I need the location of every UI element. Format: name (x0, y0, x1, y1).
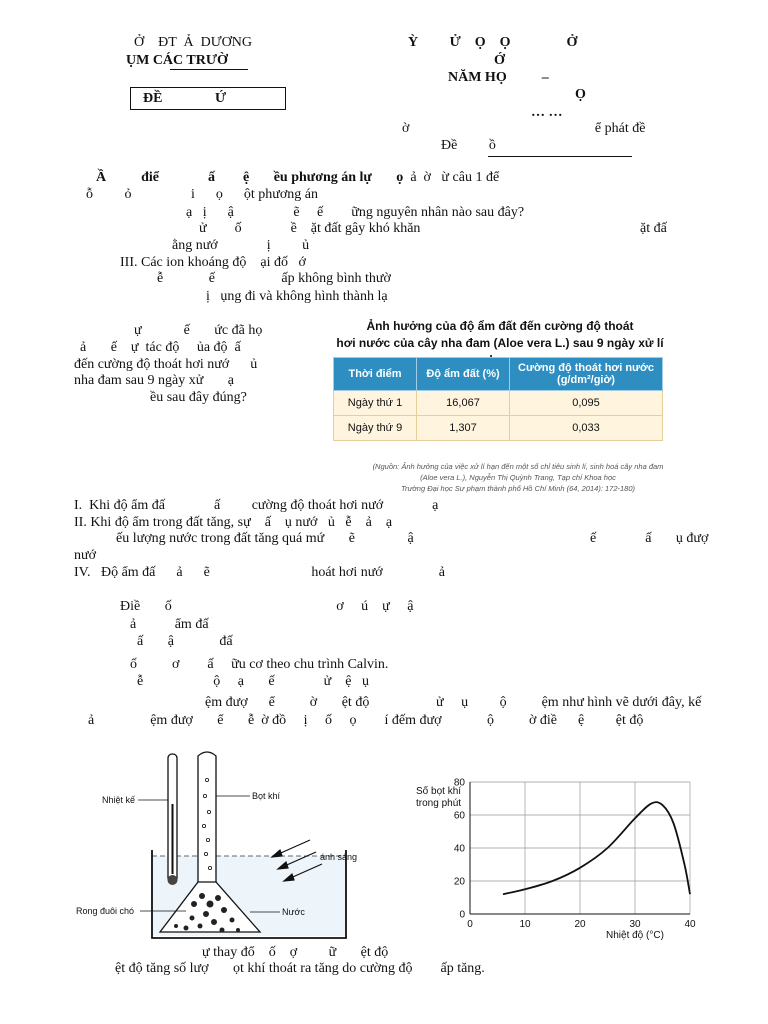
table-row (334, 416, 663, 441)
chart-y-tick-label: 80 (453, 777, 465, 789)
table-source-line3: Trường Đại học Sư phạm thành phố Hồ Chí Minh (64, 2014): 172-180) (400, 484, 636, 493)
q2-line5: ều sau đây đúng? (150, 390, 247, 405)
q1-statement-3: III. Các ion khoáng độ ại đố ớ (120, 255, 306, 270)
header-left-line1: Ở ĐT Ả DƯƠNG (134, 35, 252, 50)
chart-ylabel-line1: Số bọt khí (416, 786, 462, 797)
bubble-label: Bọt khí (252, 791, 281, 801)
humidity-transpiration-table (333, 357, 663, 441)
q3-line4: ố ơ ấ ữu cơ theo chu trình Calvin. (130, 657, 389, 672)
table-caption-line2: hơi nước của cây nha đam (Aloe vera L.) sau 9 ngày xử lí (336, 336, 664, 350)
water-label: Nước (282, 907, 305, 917)
table-cell: Ngày thứ 1 (334, 391, 417, 416)
table-header-cell: Độ ẩm đất (%) (417, 358, 510, 391)
footer-line1: ự thay đổ ố ợ ữ ệt độ (202, 945, 389, 960)
chart-x-tick-label: 20 (574, 919, 586, 930)
q2-line3: đến cường độ thoát hơi nướ ủ (74, 357, 258, 372)
q2-line2: ả ế ự tác độ ủa độ ấ (80, 340, 241, 355)
chart-y-tick-label: 60 (453, 810, 465, 822)
part1-heading-rest: ả ờ ừ câu 1 để (403, 170, 500, 185)
table-source-line2: (Aloe vera L.), Nguyễn Thị Quỳnh Trang, Tạp chí Khoa học (420, 473, 616, 482)
chart-ylabel-line2: trong phút (416, 798, 462, 809)
q2-line4: nha đam sau 9 ngày xử ạ (74, 373, 234, 388)
header-right-line3: NĂM HỌ – (448, 70, 549, 85)
thermometer-bulb (168, 875, 178, 885)
table-header-cell: Thời điểm (334, 358, 417, 391)
exam-label: ĐỀ Ứ (143, 91, 227, 106)
table-cell: 0,033 (510, 416, 663, 441)
part1-heading (96, 169, 499, 186)
chart-x-tick-label: 30 (629, 919, 641, 930)
chart-ticks (454, 778, 696, 931)
table-caption-line1: Ảnh hưởng của độ ẩm đất đến cường độ thoát (366, 319, 634, 333)
header-left-line2: ỤM CÁC TRƯỜ (126, 53, 228, 68)
chart-x-tick-label: 0 (467, 919, 473, 930)
chart-y-tick-label: 20 (453, 876, 465, 888)
chart-xlabel: Nhiệt độ (°C) (606, 930, 664, 941)
q2-line1: ự ế ức đã họ (134, 323, 263, 338)
q3-line7: ả ệm đượ ể ễ ờ đồ ị ố ọ í đếm đượ ộ ờ điề ệ ệt độ (88, 713, 644, 728)
table-cell: 1,307 (417, 416, 510, 441)
header-right-line1: Ỳ Ử Ọ Ọ Ở (408, 35, 578, 50)
q2-statement-2: II. Khi độ ẩm trong đất tăng, sự ấ ụ nướ ủ ễ ả ạ (74, 515, 393, 530)
q2-statement-3b: ế ấ ụ đượ (590, 531, 709, 546)
table-header-row (334, 358, 663, 391)
table-cell: 16,067 (417, 391, 510, 416)
part1-heading-bold: Ầ điể ấ ệ ều phương án lự ọ (96, 170, 404, 185)
header-right-line2: Ớ (494, 53, 505, 68)
q2-statement-3a: ếu lượng nước trong đất tăng quá mứ ẽ ậ (116, 531, 414, 546)
q3-line6b: ử ụ ộ ệm như hình vẽ dưới đây, kế (436, 695, 702, 710)
q2-statement-3c: nướ (74, 548, 96, 563)
q2-statement-4: IV. Độ ẩm đấ ả ẽ hoát hơi nướ ả (74, 565, 445, 580)
experiment-apparatus (74, 744, 374, 944)
q3-line1: Điề ố ơ ú ự ậ (120, 599, 414, 614)
light-label: ánh sáng (320, 852, 358, 862)
table-header-cell: Cường độ thoát hơi nước (g/dm²/giờ) (510, 358, 663, 391)
exam-code-label: Đề ồ (441, 138, 496, 153)
q1-line2: ử ố ề ặt đất gây khó khăn (199, 221, 421, 236)
chart-x-tick-label: 40 (684, 919, 696, 930)
header-right-line5: … … (531, 105, 563, 120)
thermometer-label: Nhiệt kế (102, 795, 136, 805)
header-right-line4: Ọ (575, 87, 586, 102)
table-cell: 0,095 (510, 391, 663, 416)
chart-y-tick-label: 40 (453, 843, 465, 855)
q3-line2: ả ẩm đấ (130, 617, 209, 632)
footer-line2: ệt độ tăng số lượ ọt khí thoát ra tăng do cường độ ấp tăng. (115, 961, 485, 976)
test-tube (198, 752, 216, 884)
q1-line6: ị ụng đi và không hình thành lạ (206, 289, 388, 304)
table-cell: Ngày thứ 9 (334, 416, 417, 441)
q2-statement-1: I. Khi độ ẩm đấ ấ cường độ thoát hơi nướ ạ (74, 498, 439, 513)
q3-line5: ễ ộ ạ ế ử ệ ụ (137, 674, 369, 689)
header-left-underline (170, 69, 248, 70)
q1-line5: ễ ế ấp không bình thườ (157, 271, 391, 286)
q1-line3: ằng nướ ị ủ (172, 238, 310, 253)
bubble-count-chart (408, 770, 708, 950)
q1-line2b: ặt đấ (640, 221, 667, 236)
time-note: ờ ể phát đề (402, 121, 646, 136)
table-source-line1: (Nguồn: Ảnh hưởng của việc xử lí hạn đến một số chỉ tiêu sinh lí, sinh hoá cây nha đam (372, 462, 664, 471)
q3-line6a: ệm đượ ể ờ ệt độ (205, 695, 370, 710)
plant-label: Rong đuôi chó (76, 906, 135, 916)
chart-y-tick-label: 0 (459, 909, 465, 921)
q1-line1: ạ ị ậ ẽ ế ững nguyên nhân nào sau đây? (186, 205, 525, 220)
q3-line3: ấ ậ đấ (137, 634, 233, 649)
part1-instruction: ỗ ỏ i ọ ột phương án (86, 187, 318, 202)
table-source (368, 461, 668, 494)
exam-code-underline (488, 156, 632, 157)
table-row (334, 391, 663, 416)
chart-x-tick-label: 10 (519, 919, 531, 930)
